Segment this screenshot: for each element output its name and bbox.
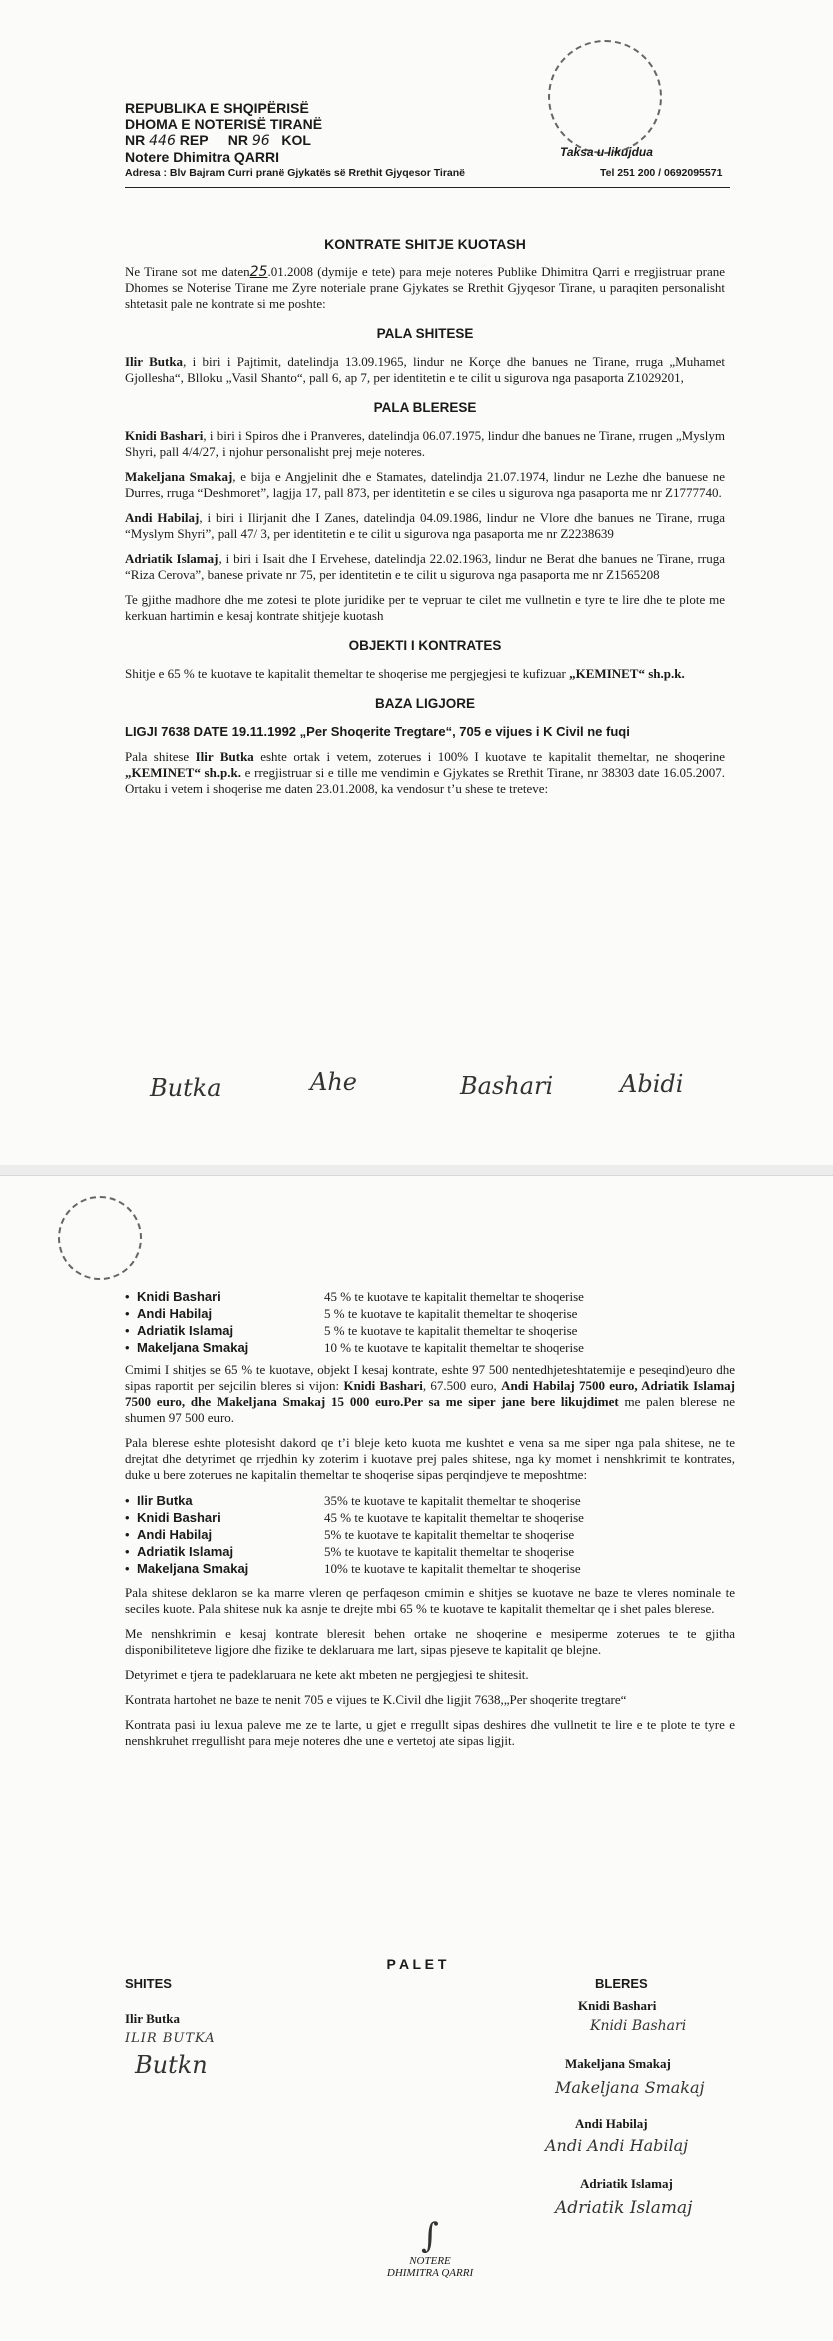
buyer-name: Andi Habilaj (575, 2116, 648, 2131)
buyer-heading: PALA BLERESE (373, 400, 477, 415)
final-allocation-list (125, 1492, 735, 1577)
list-item: • Makeljana Smakaj 10 % te kuotave te kapitalit themeltar te shoqerise (125, 1339, 735, 1356)
buyer-signature: Andi Andi Habilaj (545, 2136, 689, 2155)
rights-paragraph: Me nenshkrimin e kesaj kontrate bleresit behen ortake ne shoqerine e mesiperme zoterues te te gjitha disponibiliteteve ligjore dhe fizike te deklaruara me lart, sipas pjeseve te kapitalit qe blejne. (125, 1626, 735, 1657)
capacity-paragraph: Te gjithe madhore dhe me zotesi te plote juridike per te vepruar te cilet me vullnetin e tyre te lire dhe te plote me kerkuan hartimin e kesaj kontrate shitjeje kuotash (125, 592, 725, 623)
list-item: • Adriatik Islamaj 5% te kuotave te kapitalit themeltar te shoqerise (125, 1543, 735, 1560)
header-phone: Tel 251 200 / 0692095571 (600, 167, 723, 179)
seller-signature: Butkn (135, 2051, 208, 2079)
tax-paid-note: Taksa u likujdua (560, 145, 653, 159)
buyer-paragraph: Andi Habilaj, i biri i Ilirjanit dhe I Zanes, datelindja 04.09.1986, lindur ne Vlore dhe banues ne Tirane, rruga “Myslym Shyri”, pall 47/ 3, per identitetin e te cilit u sigurova nga pasaporta me nr Z2238639 (125, 510, 725, 541)
buyer-paragraph: Makeljana Smakaj, e bija e Angjelinit dhe e Stamates, datelindja 21.07.1974, lindur ne Lezhe dhe banuese ne Durres, rruga “Deshmoret”, lagjja 17, pall 873, per identitetin e se ciles u sigurova nga pasaporta me nr Z1777740. (125, 469, 726, 500)
header-chamber: DHOMA E NOTERISË TIRANË (125, 116, 323, 132)
page-gap (0, 1165, 833, 1175)
letterhead (125, 100, 725, 188)
price-paragraph: Cmimi I shitjes se 65 % te kuotave, objekt I kesaj kontrate, eshte 97 500 nentedhjeteshtatemije e peseqind)euro dhe sipas raportit per sejcilin bleres si vijon: Knidi Bashari, 67.500 euro, Andi Habilaj 7500 euro, Adriatik Islamaj 7500 euro, dhe Makeljana Smakaj 15 000 euro.Per sa me siper jane bere likujdimet me palen blerese ne shumen 97 500 euro. (125, 1362, 735, 1425)
page-two-body (125, 1288, 735, 1758)
agreement-paragraph: Pala blerese eshte plotesisht dakord qe t’i bleje keto kuota me kushtet e vena sa me siper nga pala shitese, ne te drejtat dhe detyrimet qe rrjedhin ky zoterim i kuotave prej pales shitese, nga ky momet i nenshkrimit te kontrates, duke u bere zoterues ne kapitalin themeltar te shoqerise sipas perqindjeve te meposhtme: (125, 1435, 735, 1482)
buyer-signature: Makeljana Smakaj (555, 2078, 705, 2097)
legal-heading: BAZA LIGJORE (374, 696, 475, 711)
header-register: NR 446 REP NR 96 KOL (125, 132, 311, 149)
header-address: Adresa : Blv Bajram Curri pranë Gjykatës së Rrethit Gjyqesor Tiranë Tel 251 200 / 0692095571 (125, 167, 723, 179)
obligations-paragraph: Detyrimet e tjera te padeklaruara ne kete akt mbeten ne pergjegjesi te shitesit. (125, 1667, 529, 1682)
signature: Bashari (460, 1072, 554, 1100)
list-item: • Knidi Bashari 45 % te kuotave te kapitalit themeltar te shoqerise (125, 1288, 735, 1305)
contract-body (125, 222, 725, 806)
notary-signature-icon: ∫ (421, 2216, 439, 2256)
initial-allocation-list (125, 1288, 735, 1356)
buyer-name: Makeljana Smakaj (565, 2056, 671, 2071)
closing-paragraph: Kontrata pasi iu lexua paleve me ze te larte, u gjet e rregullt sipas deshires dhe vullnetit te lire e te plote te tyre e nenshkruhet rregullisht para meje noteres dhe une e vertetoj ate sipas ligjit. (125, 1717, 735, 1748)
signature: Butka (150, 1074, 222, 1102)
legal-paragraph: LIGJI 7638 DATE 19.11.1992 „Per Shoqerite Tregtare“, 705 e vijues i K Civil ne fuqi (125, 724, 630, 739)
buyers-label: BLERES (595, 1976, 648, 1991)
seller-name: Ilir Butka (125, 2011, 181, 2026)
kol-number: 96 (251, 133, 270, 149)
list-item: • Knidi Bashari 45 % te kuotave te kapitalit themeltar te shoqerise (125, 1509, 735, 1526)
object-paragraph: Shitje e 65 % te kuotave te kapitalit themeltar te shoqerise me pergjegjesi te kufizuar „KEMINET“ sh.p.k. (125, 666, 685, 681)
object-heading: OBJEKTI I KONTRATES (348, 638, 502, 653)
page-one (0, 0, 833, 1166)
buyer-name: Adriatik Islamaj (580, 2176, 673, 2191)
signature: Ahe (310, 1068, 357, 1096)
register-number: 446 (149, 133, 176, 149)
intro-paragraph: Ne Tirane sot me daten25.01.2008 (dymije e tete) para meje noteres Publike Dhimitra Qarri e rregjistruar prane Dhomes se Noterise Tirane me Zyre noteriale prane Gjykates se Rrethit Gjyqesor Tirane, u paraqiten personalisht shtetasit pale ne kontrate si me poshte: (125, 264, 725, 311)
notary-stamp-icon (58, 1196, 142, 1280)
buyer-name: Knidi Bashari (578, 1998, 657, 2013)
buyer-paragraph: Knidi Bashari, i biri i Spiros dhe i Pranveres, datelindja 06.07.1975, lindur dhe banues ne Tirane, rrugen „Myslym Shyri, pall 4/4/27, i njohur personalisht prej meje noteres. (125, 428, 725, 459)
parties-heading: P A L E T (386, 1956, 447, 1972)
list-item: • Makeljana Smakaj 10% te kuotave te kapitalit themeltar te shoqerise (125, 1560, 735, 1577)
sellers-label: SHITES (125, 1976, 172, 1991)
notary-signature-block (370, 2216, 490, 2279)
page-two (0, 1175, 833, 2341)
header-divider (125, 187, 730, 188)
seller-heading: PALA SHITESE (376, 326, 474, 341)
list-item: • Andi Habilaj 5 % te kuotave te kapitalit themeltar te shoqerise (125, 1305, 735, 1322)
header-notary: Notere Dhimitra QARRI (125, 149, 280, 165)
buyer-signature: Adriatik Islamaj (555, 2198, 693, 2218)
seller-handwritten-name: ILIR BUTKA (125, 2031, 216, 2046)
basis-paragraph: Kontrata hartohet ne baze te nenit 705 e vijues te K.Civil dhe ligjit 7638,„Per shoqerite tregtare“ (125, 1692, 627, 1707)
list-item: • Adriatik Islamaj 5 % te kuotave te kapitalit themeltar te shoqerise (125, 1322, 735, 1339)
notary-name: DHIMITRA QARRI (386, 2267, 474, 2279)
notary-label: NOTERE (409, 2255, 451, 2267)
header-republic: REPUBLIKA E SHQIPËRISË (125, 100, 309, 116)
contract-title: KONTRATE SHITJE KUOTASH (324, 236, 526, 252)
buyer-signature: Knidi Bashari (590, 2018, 687, 2034)
declaration-paragraph: Pala shitese deklaron se ka marre vleren qe perfaqeson cmimin e shitjes se kuotave ne baze te vleres nominale te seciles kuote. Pala shitese nuk ka asnje te drejte mbi 65 % te kuotave te kapitalit themeltar qe i shet pales blerese. (125, 1585, 735, 1616)
list-item: • Andi Habilaj 5% te kuotave te kapitalit themeltar te shoqerise (125, 1526, 735, 1543)
signature: Abidi (620, 1070, 684, 1098)
list-item: • Ilir Butka 35% te kuotave te kapitalit themeltar te shoqerise (125, 1492, 735, 1509)
buyer-paragraph: Adriatik Islamaj, i biri i Isait dhe I Ervehese, datelindja 22.02.1963, lindur ne Berat dhe banues ne Tirane, rruga “Riza Cerova”, banese private nr 75, per identitetin e te cilit u sigurova nga pasaporta me nr Z1565208 (125, 551, 725, 582)
ownership-paragraph: Pala shitese Ilir Butka eshte ortak i vetem, zoterues i 100% I kuotave te kapitalit themeltar, ne shoqerine „KEMINET“ sh.p.k. e rregjistruar si e tille me vendimin e Gjykates se Rrethit Tirane, nr 38303 date 16.05.2007. Ortaku i vetem i shoqerise me daten 23.01.2008, ka vendosur t’u shese te treteve: (125, 749, 726, 796)
page-one-signatures (130, 1068, 710, 1118)
seller-paragraph: Ilir Butka, i biri i Pajtimit, datelindja 13.09.1965, lindur ne Korçe dhe banues ne Tirane, rruga „Muhamet Gjollesha“, Blloku „Vasil Shanto“, pall 6, ap 7, per identitetin e te cilit u sigurova nga pasaporta Z1029201, (125, 354, 725, 385)
